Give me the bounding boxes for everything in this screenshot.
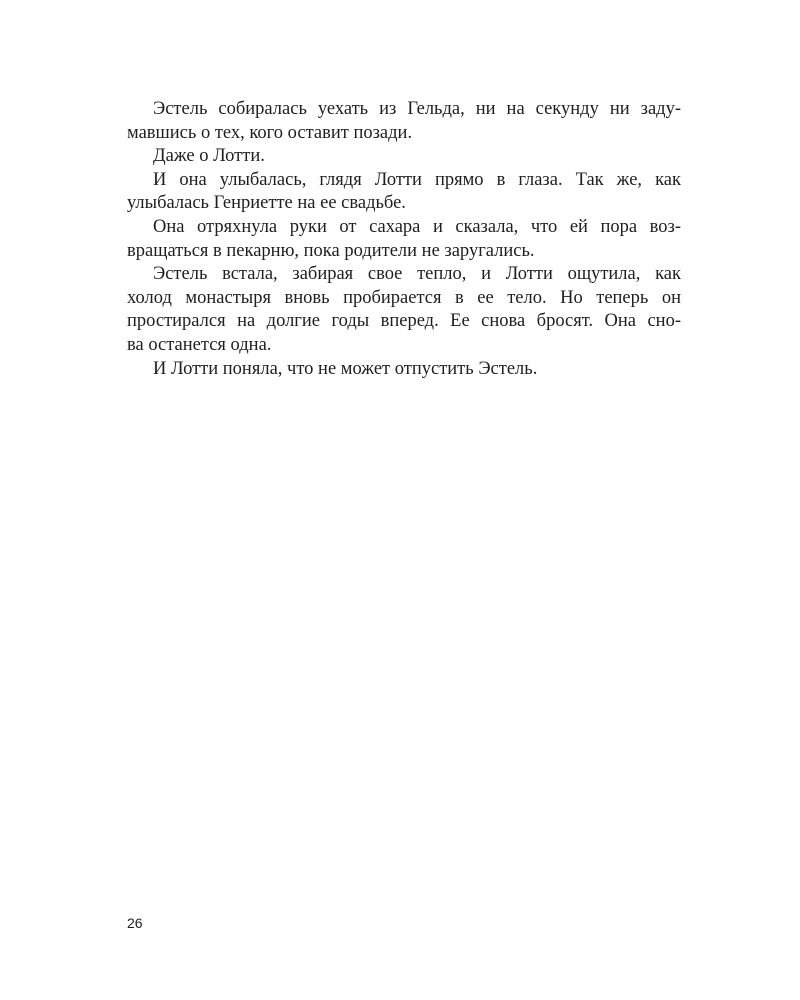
text-line: Даже о Лотти. xyxy=(153,146,265,167)
body-text xyxy=(127,98,681,381)
text-line: Эстель встала, забирая свое тепло, и Лотти ощутила, как xyxy=(153,264,681,285)
text-line: холод монастыря вновь пробирается в ее тело. Но теперь он xyxy=(127,287,681,308)
text-line: улыбалась Генриетте на ее свадьбе. xyxy=(127,193,406,214)
text-line: Она отряхнула руки от сахара и сказала, что ей пора воз- xyxy=(153,216,681,237)
text-line: Эстель собиралась уехать из Гельда, ни на секунду ни заду- xyxy=(153,99,681,119)
text-line: И она улыбалась, глядя Лотти прямо в глаза. Так же, как xyxy=(153,169,681,190)
text-line: мавшись о тех, кого оставит позади. xyxy=(127,122,413,143)
page-number: 26 xyxy=(127,915,143,931)
text-line: И Лотти поняла, что не может отпустить Эстель. xyxy=(153,358,538,379)
text-line: ва останется одна. xyxy=(127,334,272,355)
text-line: вращаться в пекарню, пока родители не заругались. xyxy=(127,240,535,261)
text-line: простирался на долгие годы вперед. Ее снова бросят. Она сно- xyxy=(127,311,681,332)
